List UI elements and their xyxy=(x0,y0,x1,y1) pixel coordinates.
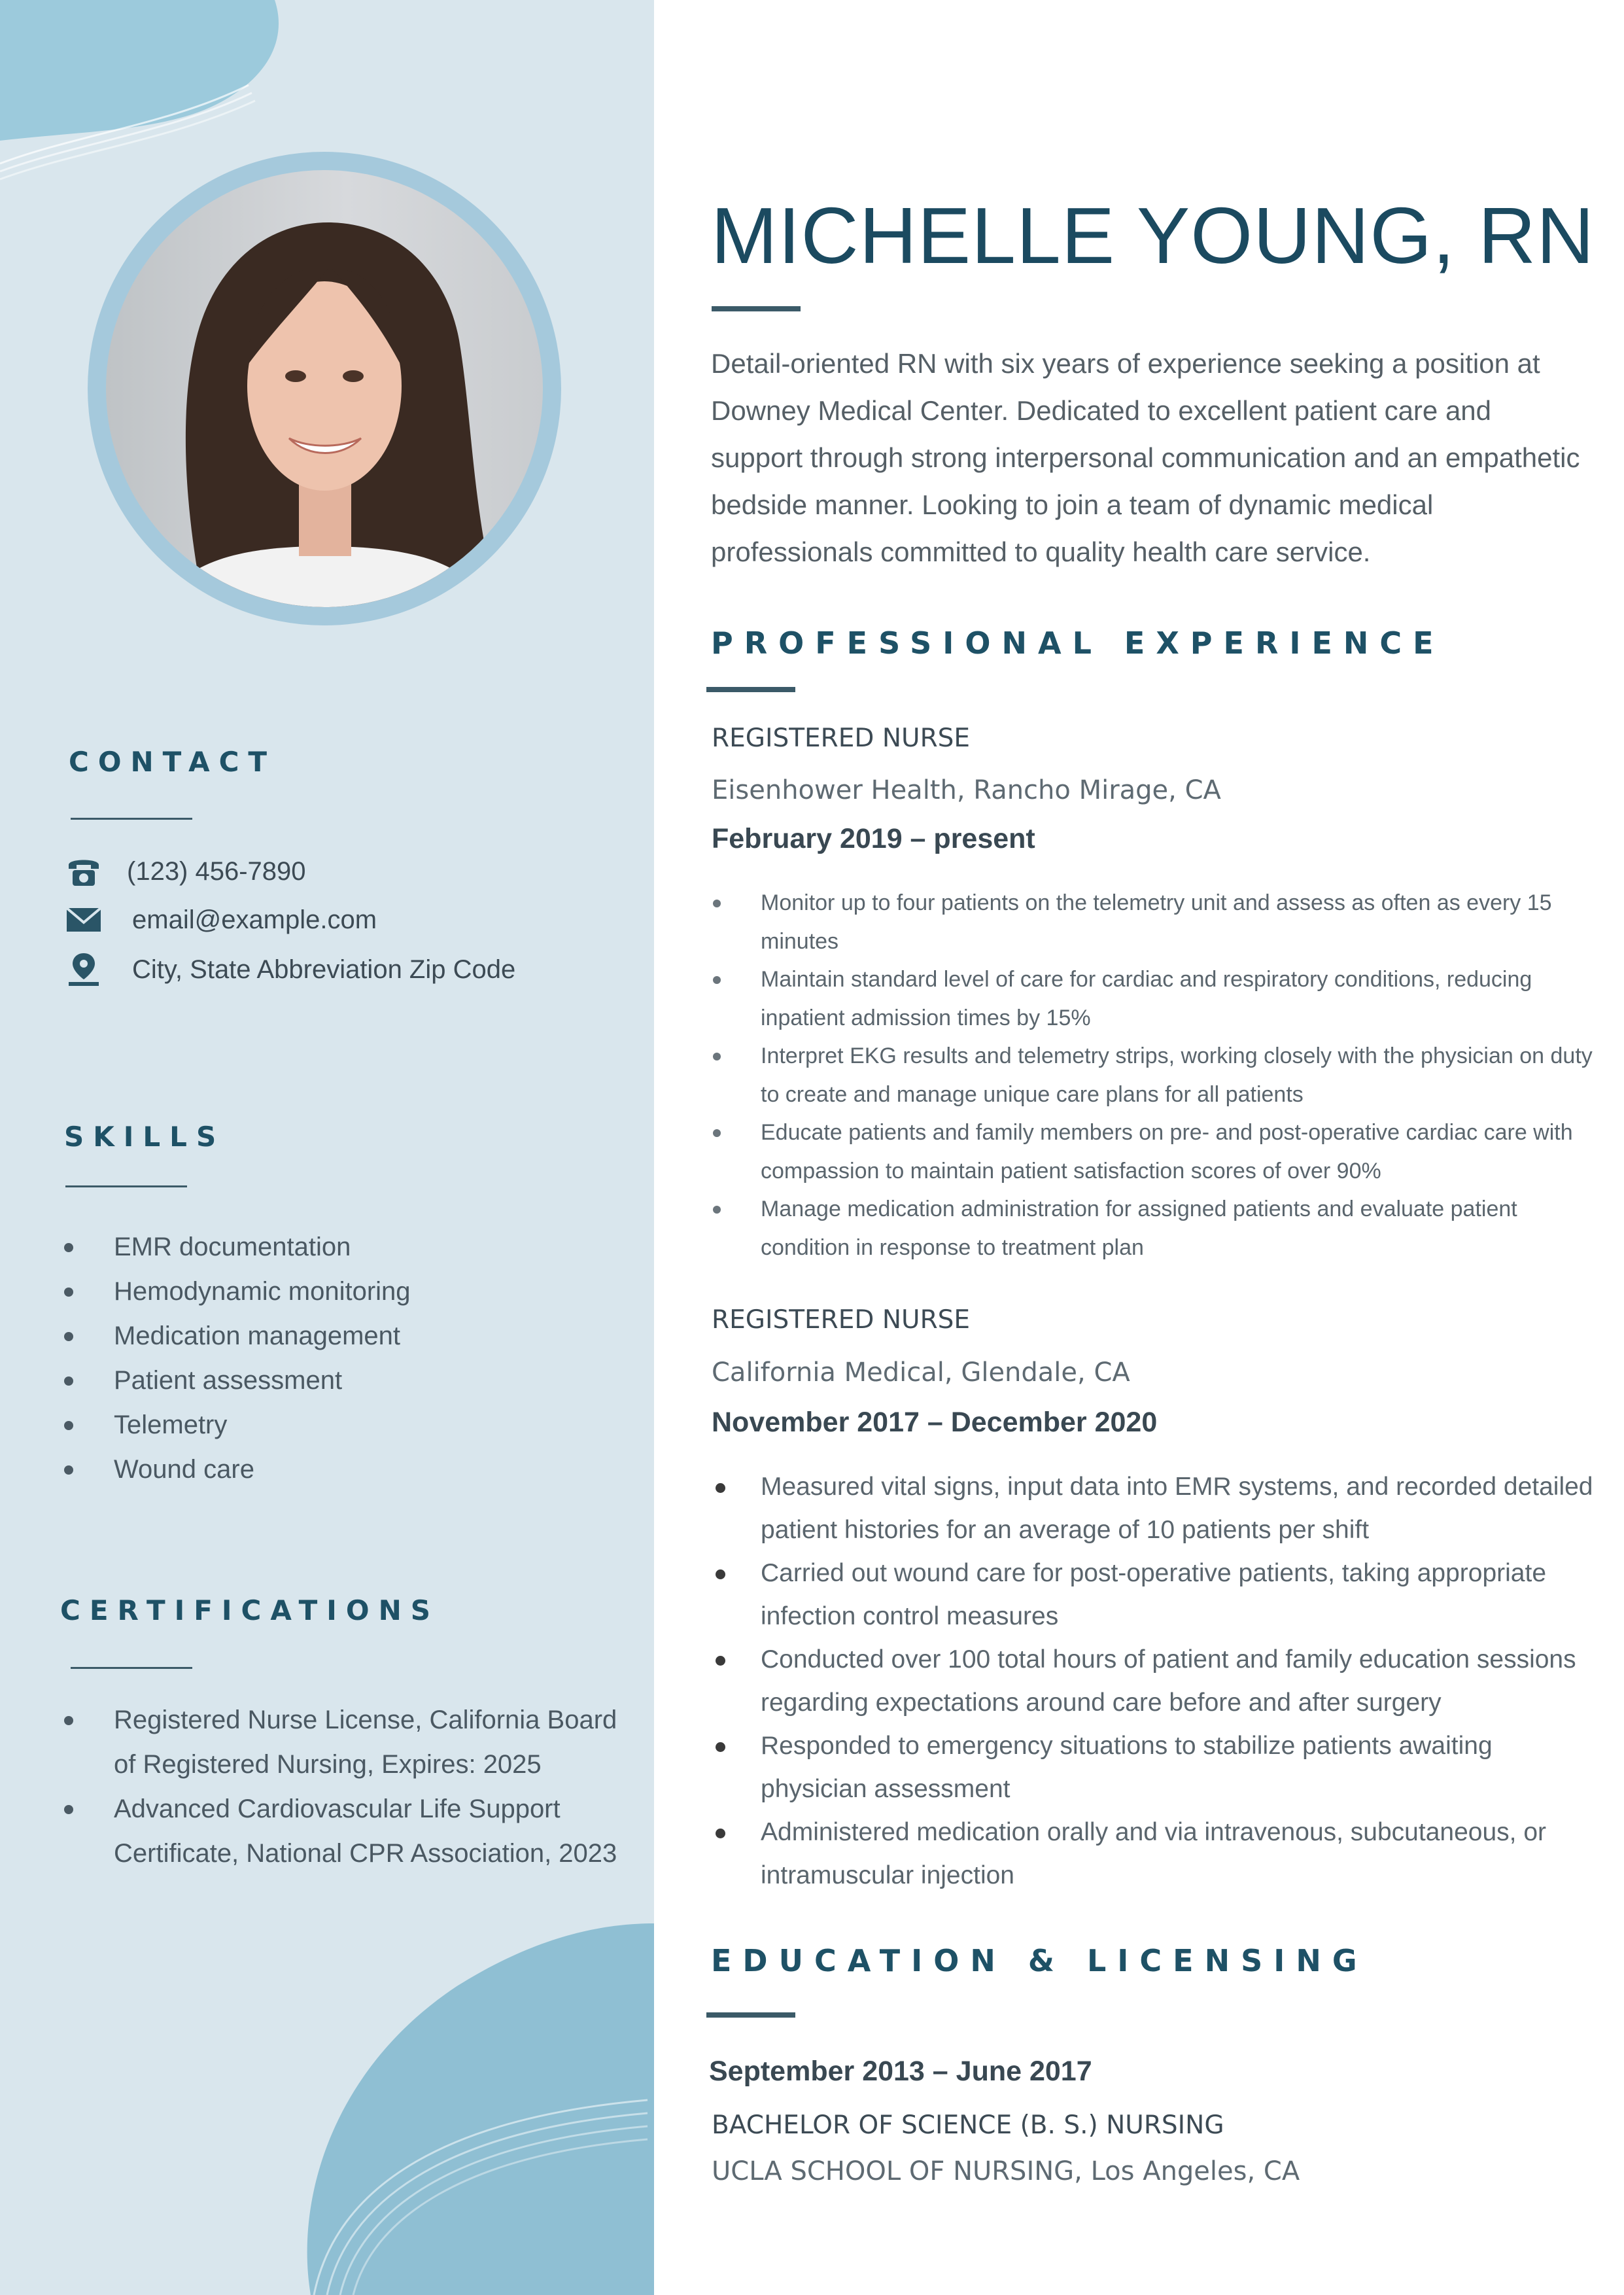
job-bullet: Carried out wound care for post-operative patients, taking appropriate infection control measures xyxy=(712,1552,1601,1638)
profile-photo xyxy=(106,170,543,607)
contact-divider xyxy=(71,818,192,820)
decorative-wave-top xyxy=(0,0,281,183)
phone-number[interactable]: (123) 456-7890 xyxy=(127,856,306,886)
skills-heading: SKILLS xyxy=(64,1121,226,1153)
education-divider xyxy=(706,2012,795,2018)
certifications-heading: CERTIFICATIONS xyxy=(60,1594,440,1626)
certifications-divider xyxy=(71,1667,192,1669)
email-address[interactable]: email@example.com xyxy=(132,905,377,934)
job-bullet: Interpret EKG results and telemetry strips, working closely with the physician on duty to create and manage unique care plans for all patients xyxy=(712,1037,1601,1113)
job-bullet: Conducted over 100 total hours of patient and family education sessions regarding expectations around care before and after surgery xyxy=(712,1638,1601,1725)
location-pin-icon xyxy=(65,951,102,988)
job-bullet: Administered medication orally and via intravenous, subcutaneous, or intramuscular injection xyxy=(712,1811,1601,1897)
education-dates: September 2013 – June 2017 xyxy=(709,2056,1092,2087)
skill-item: Patient assessment xyxy=(59,1358,648,1403)
experience-heading: PROFESSIONAL EXPERIENCE xyxy=(711,625,1445,661)
skill-item: Medication management xyxy=(59,1314,648,1358)
job-bullet: Responded to emergency situations to stabilize patients awaiting physician assessment xyxy=(712,1725,1601,1811)
skill-item: Telemetry xyxy=(59,1403,648,1447)
job-1-employer: Eisenhower Health, Rancho Mirage, CA xyxy=(712,775,1221,805)
education-degree: BACHELOR OF SCIENCE (B. S.) NURSING xyxy=(712,2111,1224,2140)
certifications-list xyxy=(59,1698,634,1876)
contact-email xyxy=(65,900,377,939)
education-school: UCLA SCHOOL OF NURSING, Los Angeles, CA xyxy=(712,2156,1300,2186)
certification-item: Registered Nurse License, California Board of Registered Nursing, Expires: 2025 xyxy=(59,1698,634,1787)
decorative-wave-bottom xyxy=(294,1923,654,2295)
contact-phone xyxy=(65,852,306,891)
job-bullet: Educate patients and family members on pre- and post-operative cardiac care with compassion to maintain patient satisfaction scores of over 90% xyxy=(712,1113,1601,1190)
job-1-dates: February 2019 – present xyxy=(712,823,1035,854)
candidate-name: MICHELLE YOUNG, RN xyxy=(711,191,1595,280)
contact-heading: CONTACT xyxy=(69,746,277,778)
phone-icon xyxy=(65,853,102,890)
envelope-icon xyxy=(65,902,102,938)
summary: Detail-oriented RN with six years of experience seeking a position at Downey Medical Center. Dedicated to excellent patient care and support through strong interpersonal communication and an empathetic bedside manner. Looking to join a team of dynamic medical professionals committed to quality health care service. xyxy=(711,348,1580,567)
job-2-title: REGISTERED NURSE xyxy=(712,1305,971,1335)
job-bullet: Monitor up to four patients on the telemetry unit and assess as often as every 15 minutes xyxy=(712,884,1601,960)
sidebar xyxy=(0,0,654,2295)
skills-divider xyxy=(65,1185,187,1187)
education-heading: EDUCATION & LICENSING xyxy=(711,1943,1368,1978)
job-bullet: Manage medication administration for assigned patients and evaluate patient condition in response to treatment plan xyxy=(712,1190,1601,1267)
certification-item: Advanced Cardiovascular Life Support Certificate, National CPR Association, 2023 xyxy=(59,1787,634,1876)
name-divider xyxy=(712,306,801,311)
skill-item: Wound care xyxy=(59,1447,648,1492)
job-2-employer: California Medical, Glendale, CA xyxy=(712,1358,1130,1388)
job-1-bullets xyxy=(712,884,1601,1267)
skills-list xyxy=(59,1225,648,1492)
job-bullet: Maintain standard level of care for cardiac and respiratory conditions, reducing inpatient admission times by 15% xyxy=(712,960,1601,1037)
skill-item: Hemodynamic monitoring xyxy=(59,1269,648,1314)
job-1-title: REGISTERED NURSE xyxy=(712,724,971,753)
job-2-dates: November 2017 – December 2020 xyxy=(712,1407,1158,1438)
contact-address xyxy=(65,950,515,989)
job-2-bullets xyxy=(712,1465,1601,1897)
experience-divider xyxy=(706,687,795,692)
job-bullet: Measured vital signs, input data into EMR systems, and recorded detailed patient histories for an average of 10 patients per shift xyxy=(712,1465,1601,1552)
skill-item: EMR documentation xyxy=(59,1225,648,1269)
address: City, State Abbreviation Zip Code xyxy=(132,955,516,984)
profile-photo-frame xyxy=(88,152,561,625)
